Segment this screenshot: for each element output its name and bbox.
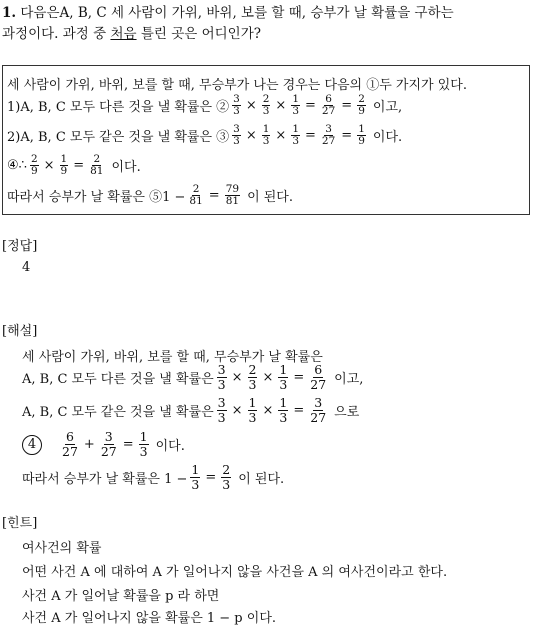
explanation-line-4	[22, 430, 185, 459]
fraction-3-3: $\frac{3}{3}$	[217, 362, 226, 392]
equals-sign: =	[341, 128, 353, 143]
equals-sign: =	[293, 403, 305, 418]
hint-line-1: 여사건의 확률	[22, 541, 102, 556]
box-case-2-label: 2)A, B, C 모두 같은 것을 낼 확률은 ③	[7, 130, 230, 145]
fraction-3-3: $\frac{3}{3}$	[233, 123, 240, 147]
equals-sign: =	[305, 128, 316, 143]
fraction-3-27: $\frac{3}{27}$	[310, 395, 327, 425]
equals-sign: =	[73, 158, 85, 173]
box-case-1-label: 1)A, B, C 모두 다른 것을 낼 확률은 ②	[7, 100, 230, 115]
equals-sign: =	[293, 370, 305, 385]
equals-sign: =	[208, 188, 220, 203]
times-sign: ×	[275, 98, 287, 113]
explanation-line-4-end: 이다.	[155, 439, 185, 454]
fraction-3-27: $\frac{3}{27}$	[100, 429, 117, 459]
question-underlined-word: 처음	[110, 26, 137, 42]
fraction-1-3: $\frac{1}{3}$	[191, 462, 200, 492]
box-step-4-end: 이다.	[111, 160, 141, 175]
times-sign: ×	[43, 158, 55, 173]
fraction-1-9: $\frac{1}{9}$	[358, 123, 365, 147]
hint-line-3: 사건 A 가 일어날 확률을 p 라 하면	[22, 589, 220, 604]
explanation-line-3	[22, 396, 359, 425]
box-case-1-end: 이고,	[372, 100, 403, 115]
equals-sign: =	[205, 470, 217, 485]
fraction-3-3: $\frac{3}{3}$	[233, 93, 240, 117]
fraction-2-3: $\frac{2}{3}$	[262, 93, 270, 117]
fraction-1-9: $\frac{1}{9}$	[60, 153, 68, 177]
hint-line-2: 어떤 사건 A 에 대하여 A 가 일어나지 않을 사건을 A 의 여사건이라고 한다.	[22, 565, 448, 580]
fraction-2-81: $\frac{2}{81}$	[189, 183, 203, 207]
fraction-3-27: $\frac{3}{27}$	[321, 123, 336, 147]
fraction-2-3: $\frac{2}{3}$	[248, 362, 257, 392]
answer-label: [정답]	[2, 239, 38, 254]
box-intro	[7, 74, 467, 93]
fraction-1-3: $\frac{1}{3}$	[292, 123, 300, 147]
fraction-2-81: $\frac{2}{81}$	[90, 153, 104, 177]
question-text-1: 다음은A, B, C 세 사람이 가위, 바위, 보를 할 때, 승부가 날 확률을 구하는	[20, 5, 454, 21]
explanation-line-2	[22, 363, 363, 392]
equals-sign: =	[341, 98, 353, 113]
times-sign: ×	[275, 128, 287, 143]
box-case-2	[7, 124, 402, 147]
fraction-6-27: $\frac{6}{27}$	[321, 93, 336, 117]
times-sign: ×	[245, 128, 257, 143]
times-sign: ×	[231, 403, 243, 418]
times-sign: ×	[231, 370, 243, 385]
explanation-line-5-text: 따라서 승부가 날 확률은 1 −	[22, 472, 188, 487]
box-final-end: 이 된다.	[247, 190, 294, 205]
fraction-6-27: $\frac{6}{27}$	[62, 429, 78, 459]
process-box	[2, 65, 530, 215]
times-sign: ×	[262, 370, 274, 385]
answer-value: 4	[22, 260, 31, 275]
box-final-label: 따라서 승부가 날 확률은 ⑤1 −	[7, 190, 186, 205]
box-case-2-end: 이다.	[372, 130, 403, 145]
fraction-1-3: $\frac{1}{3}$	[248, 395, 257, 425]
equals-sign: =	[122, 437, 134, 452]
box-step-4	[7, 154, 141, 177]
explanation-label: [해설]	[2, 324, 38, 339]
question-text-2b: 틀린 곳은 어디인가?	[136, 26, 261, 42]
fraction-2-3: $\frac{2}{3}$	[222, 462, 231, 492]
question-line-1	[2, 4, 454, 23]
question-text-2a: 과정이다. 과정 중	[2, 26, 111, 42]
fraction-1-3: $\frac{1}{3}$	[279, 395, 288, 425]
explanation-line-5	[22, 463, 284, 492]
plus-sign: +	[83, 437, 95, 452]
fraction-3-3: $\frac{3}{3}$	[217, 395, 226, 425]
equals-sign: =	[305, 98, 316, 113]
fraction-79-81: $\frac{79}{81}$	[225, 183, 240, 207]
circled-number-4: 4	[22, 435, 42, 455]
explanation-line-5-end: 이 된다.	[238, 472, 285, 487]
box-step-4-label: ④∴	[7, 158, 27, 173]
fraction-1-3: $\frac{1}{3}$	[139, 429, 148, 459]
question-line-2	[2, 25, 261, 44]
fraction-2-9: $\frac{2}{9}$	[358, 93, 365, 117]
box-case-1	[7, 94, 402, 117]
explanation-line-1: 세 사람이 가위, 바위, 보를 할 때, 무승부가 날 확률은	[22, 350, 323, 365]
times-sign: ×	[245, 98, 257, 113]
explanation-line-2-end: 이고,	[334, 372, 364, 387]
question-number: 1.	[2, 5, 17, 21]
explanation-line-2-text: A, B, C 모두 다른 것을 낼 확률은	[22, 372, 214, 387]
box-intro-text: 세 사람이 가위, 바위, 보를 할 때, 무승부가 나는 경우는 다음의 ①두 가지가 있다.	[7, 78, 467, 93]
fraction-2-9: $\frac{2}{9}$	[30, 153, 38, 177]
hint-label: [힌트]	[2, 516, 38, 531]
times-sign: ×	[262, 403, 274, 418]
fraction-6-27: $\frac{6}{27}$	[310, 362, 327, 392]
box-final	[7, 184, 293, 207]
hint-line-4: 사건 A 가 일어나지 않을 확률은 1 − p 이다.	[22, 611, 277, 626]
explanation-line-3-text: A, B, C 모두 같은 것을 낼 확률은	[22, 405, 214, 420]
explanation-line-3-end: 으로	[334, 405, 360, 420]
fraction-1-3: $\frac{1}{3}$	[279, 362, 288, 392]
fraction-1-3: $\frac{1}{3}$	[262, 123, 270, 147]
fraction-1-3: $\frac{1}{3}$	[292, 93, 300, 117]
